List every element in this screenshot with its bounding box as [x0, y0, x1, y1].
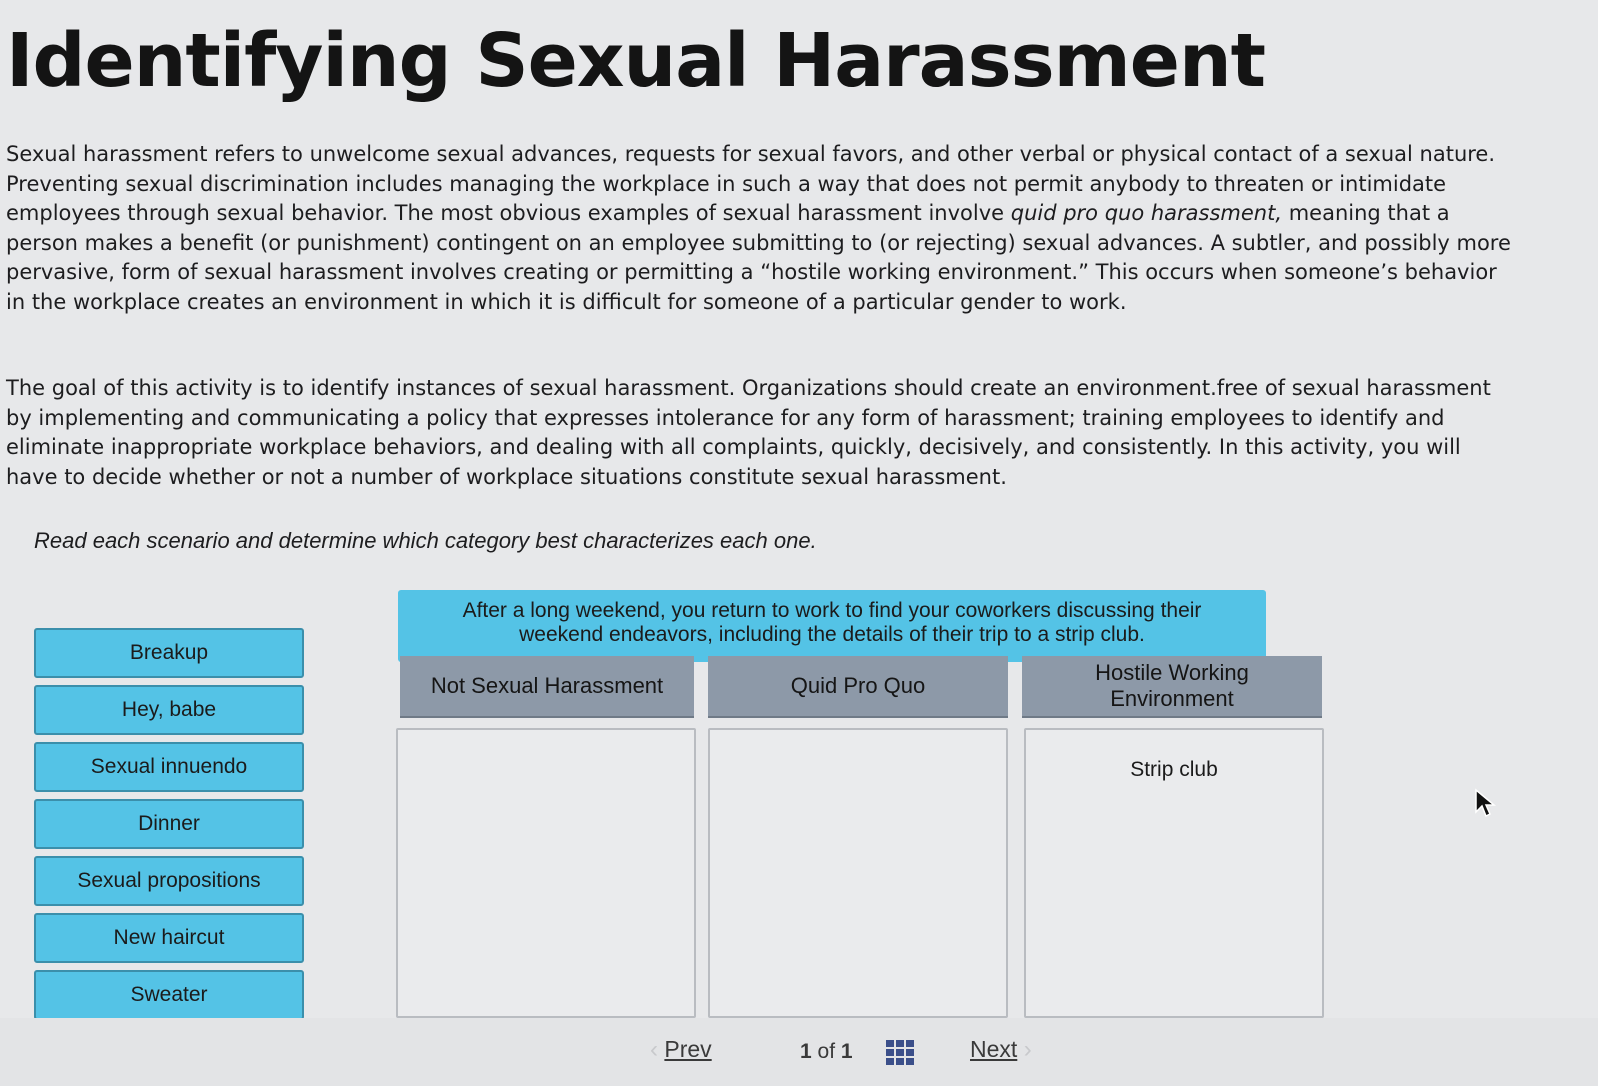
intro-text-a: Sexual harassment refers to unwelcome sexual advances, requests for sexual favors, and other verbal or physical contact of a sexual nature. Preventing sexual discrimination includes managing the workplace in such a way that does not permit anybody to threaten or intimidate employees through sexual behavior. The most obvious examples of sexual harassment involve — [6, 142, 1496, 225]
chevron-left-icon: ‹ — [650, 1036, 658, 1063]
choice-hey-babe[interactable]: Hey, babe — [34, 685, 304, 735]
drop-zone-not-sexual-harassment[interactable] — [396, 728, 696, 1018]
prev-label: Prev — [664, 1036, 712, 1062]
page-indicator — [800, 1040, 853, 1064]
placed-item-strip-club[interactable]: Strip club — [1130, 758, 1218, 781]
next-button[interactable] — [970, 1036, 1032, 1064]
column-header-hostile-working-environment: Hostile Working Environment — [1022, 656, 1322, 718]
goal-paragraph: The goal of this activity is to identify instances of sexual harassment. Organizations should create an environment.free of sexual harassment by implementing and communicating a policy that expresses intolerance for any form of harassment; training employees to identify and eliminate inappropriate workplace behaviors, and dealing with all complaints, quickly, decisively, and consistently. In this activity, you will have to decide whether or not a number of workplace situations constitute sexual harassment. — [6, 376, 1491, 489]
intro-paragraph — [6, 140, 1516, 317]
page-title: Identifying Sexual Harassment — [6, 18, 1266, 104]
mouse-cursor-icon — [1474, 788, 1496, 818]
drop-zone-quid-pro-quo[interactable] — [708, 728, 1008, 1018]
total-pages: 1 — [840, 1040, 853, 1063]
choice-dinner[interactable]: Dinner — [34, 799, 304, 849]
column-header-quid-pro-quo: Quid Pro Quo — [708, 656, 1008, 718]
choice-list[interactable] — [34, 628, 306, 1006]
prev-button[interactable] — [650, 1036, 712, 1064]
intro-text-italic: quid pro quo harassment, — [1010, 201, 1283, 225]
intro-text-b: meaning that a person makes a benefit (or punishment) contingent on an employee submitting to (or rejecting) sexual advances. A subtler, and possibly more pervasive, form of sexual harassment involves creating or permitting a “hostile working environment.” This occurs when someone’s behavior in the workplace creates an environment in which it is difficult for someone of a particular gender to work. — [6, 201, 1511, 314]
next-label: Next — [970, 1036, 1018, 1062]
current-page: 1 — [800, 1040, 812, 1063]
drop-zone-hostile-working-environment[interactable] — [1024, 728, 1324, 1018]
scenario-card[interactable]: After a long weekend, you return to work to find your coworkers discussing their weekend endeavors, including the details of their trip to a strip club. — [398, 590, 1266, 662]
footer-bar — [0, 1018, 1598, 1086]
choice-sweater[interactable]: Sweater — [34, 970, 304, 1020]
grid-view-icon[interactable] — [886, 1040, 914, 1066]
column-header-not-sexual-harassment: Not Sexual Harassment — [400, 656, 694, 718]
choice-sexual-innuendo[interactable]: Sexual innuendo — [34, 742, 304, 792]
of-label: of — [817, 1040, 836, 1063]
choice-breakup[interactable]: Breakup — [34, 628, 304, 678]
choice-sexual-propositions[interactable]: Sexual propositions — [34, 856, 304, 906]
instruction-text: Read each scenario and determine which category best characterizes each one. — [34, 528, 817, 553]
choice-new-haircut[interactable]: New haircut — [34, 913, 304, 963]
chevron-right-icon: › — [1023, 1036, 1032, 1063]
